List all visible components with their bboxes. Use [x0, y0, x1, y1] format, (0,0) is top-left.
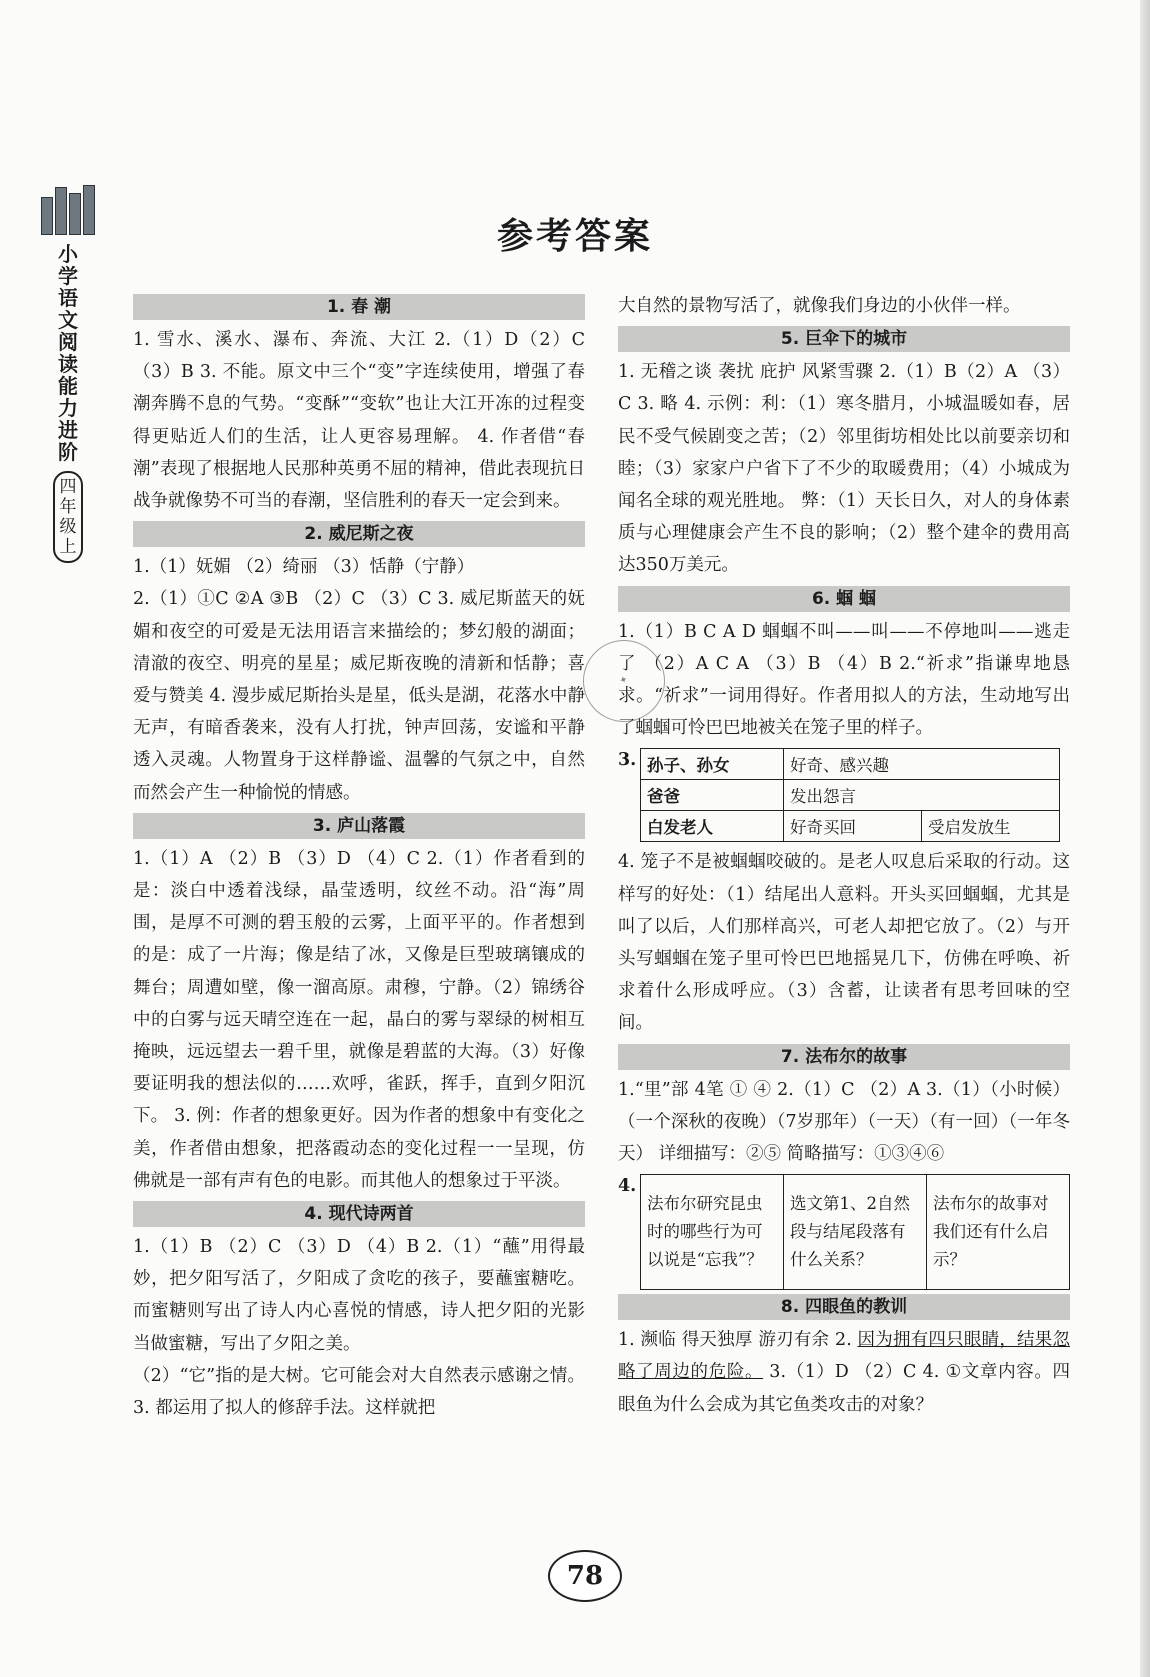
underlined-answer: 因为拥有四只眼睛，结果忽略了周边的危险。: [618, 1330, 1070, 1383]
answer-text: （2）“它”指的是大树。它可能会对大自然表示感谢之情。 3. 都运用了拟人的修辞手法。这样就把: [133, 1365, 585, 1419]
table-cell: 选文第1、2自然段与结尾段落有什么关系？: [784, 1175, 927, 1290]
table-cell: 孙子、孙女: [641, 749, 784, 780]
answer-text: 1.（1）A （2）B （3）D （4）C 2.（1）作者看到的是：淡白中透着浅绿，晶莹透明，纹丝不动。沿“海”周围，是厚不可测的碧玉般的云雾，上面平平的。作者想到的是：成了一片海；像是结了冰，又像是巨型玻璃镶成的舞台；周遭如壁，像一溜高原。肃穆，宁静。（2）锦绣谷中的白雾与远天晴空连在一起，晶白的雾与翠绿的树相互掩映，远远望去一碧千里，就像是碧蓝的大海。（3）好像要证明我的想法似的……欢呼，雀跃，挥手，直到夕阳沉下。 3. 例：作者的想象更好。因为作者的想象中有变化之美，作者借由想象，把落霞动态的变化过程一一呈现，仿佛就是一部有声有色的电影。而其他人的想象过于平淡。: [133, 848, 585, 1191]
answer-text: 1.（1）B C A D 蝈蝈不叫——叫——不停地叫——逃走了 （2）A C A （3）B （4）B 2.“祈求”指谦卑地恳求。“祈求”一词用得好。作者用拟人的方法，生动地写出了蝈蝈可怜巴巴地被关在笼子里的样子。: [618, 621, 1070, 739]
table-cell: 法布尔的故事对我们还有什么启示？: [927, 1175, 1070, 1290]
answer-text: 1. 雪水、溪水、瀑布、奔流、大江 2.（1）D（2）C （3）B 3. 不能。原文中三个“变”字连续使用，增强了春潮奔腾不息的气势。“变酥”“变软”也让大江开冻的过程变得更贴近人们的生活，让人更容易理解。 4. 作者借“春潮”表现了根据地人民那种英勇不屈的精神，借此表现抗日战争就像势不可当的春潮，坚信胜利的春天一定会到来。: [133, 330, 585, 512]
section-heading: 7. 法布尔的故事: [618, 1044, 1070, 1070]
answer-text: 2.（1）①C ②A ③B （2）C （3）C 3. 威尼斯蓝天的妩媚和夜空的可爱是无法用语言来描绘的；梦幻般的湖面；清澈的夜空、明亮的星星；威尼斯夜晚的清新和恬静；喜爱与赞美 4. 漫步威尼斯抬头是星，低头是湖，花落水中静无声，有暗香袭来，没有人打扰，钟声回荡，安谧和平静透入灵魂。人物置身于这样静谧、温馨的气氛之中，自然而然会产生一种愉悦的情感。: [133, 589, 585, 803]
section-heading: 5. 巨伞下的城市: [618, 326, 1070, 352]
answer-text: 1.“里”部 4笔 ① ④ 2.（1）C （2）A 3.（1）（小时候）（一个深秋的夜晚）（7岁那年）（一天）（有一回）（一年冬天） 详细描写：②⑤ 简略描写：①③④⑥: [618, 1079, 1070, 1165]
answer-text: 大自然的景物写活了，就像我们身边的小伙伴一样。: [618, 296, 1021, 316]
section-heading: 4. 现代诗两首: [133, 1201, 585, 1227]
section-heading: 8. 四眼鱼的教训: [618, 1294, 1070, 1320]
table-cell: 法布尔研究昆虫时的哪些行为可以说是“忘我”？: [641, 1175, 784, 1290]
answer-table: [640, 1174, 1070, 1290]
grade-badge: 四年级上: [53, 471, 83, 563]
section-heading: 1. 春 潮: [133, 294, 585, 320]
question-number: 3.: [618, 750, 637, 771]
question-number: 4.: [618, 1176, 637, 1197]
answer-table: [640, 748, 1060, 842]
publisher-stamp: ✦: [571, 628, 676, 733]
answer-table-wrap: [618, 1174, 1070, 1290]
section-heading: 2. 威尼斯之夜: [133, 521, 585, 547]
table-row: [641, 811, 1060, 842]
table-cell: 好奇、感兴趣: [784, 749, 1060, 780]
answer-text: 1.（1）B （2）C （3）D （4）B 2.（1）“蘸”用得最妙，把夕阳写活了，夕阳成了贪吃的孩子，要蘸蜜糖吃。而蜜糖则写出了诗人内心喜悦的情感，诗人把夕阳的光影当做蜜糖，写出了夕阳之美。: [133, 1237, 585, 1354]
answer-text: 4. 笼子不是被蝈蝈咬破的。是老人叹息后采取的行动。这样写的好处：（1）结尾出人意料。开头买回蝈蝈，尤其是叫了以后，人们那样高兴，可老人却把它放了。（2）与开头写蝈蝈在笼子里可怜巴巴地摇晃几下，仿佛在呼唤、祈求着什么形成呼应。（3）含蓄，让读者有思考回味的空间。: [618, 852, 1070, 1034]
series-title: 小学语文阅读能力进阶: [58, 242, 78, 464]
table-cell: 发出怨言: [784, 780, 1060, 811]
answer-text: 1. 无稽之谈 袭扰 庇护 风紧雪骤 2.（1）B（2）A （3）C 3. 略 4. 示例：利：（1）寒冬腊月，小城温暖如春，居民不受气候剧变之苦；（2）邻里街坊相处比以前要亲切和睦；（3）家家户户省下了不少的取暖费用；（4）小城成为闻名全球的观光胜地。 弊：（1）天长日久，对人的身体素质与心理健康会产生不良的影响；（2）整个建伞的费用高达350万美元。: [618, 362, 1070, 576]
answer-text-part: 3.（1）D （2）C 4. ①文章内容。四眼鱼为什么会成为其它鱼类攻击的对象？: [618, 1362, 1070, 1415]
table-cell: 好奇买回: [784, 811, 922, 842]
table-row: [641, 1175, 1070, 1290]
answer-table-wrap: [618, 748, 1070, 842]
table-cell: 爸爸: [641, 780, 784, 811]
section-heading: 6. 蝈 蝈: [618, 586, 1070, 612]
page-number: 78: [548, 1550, 622, 1602]
answer-text: 1.（1）妩媚 （2）绮丽 （3）恬静（宁静）: [133, 557, 475, 578]
table-row: [641, 749, 1060, 780]
answer-text-part: 1. 濒临 得天独厚 游刃有余 2.: [618, 1330, 858, 1351]
table-row: [641, 780, 1060, 811]
right-column: [618, 290, 1070, 1421]
page-title: 参考答案: [496, 215, 653, 257]
table-cell: 白发老人: [641, 811, 784, 842]
answer-text: [618, 1324, 1070, 1421]
section-heading: 3. 庐山落霞: [133, 813, 585, 839]
left-column: [133, 290, 585, 1424]
table-cell: 受启发放生: [922, 811, 1060, 842]
